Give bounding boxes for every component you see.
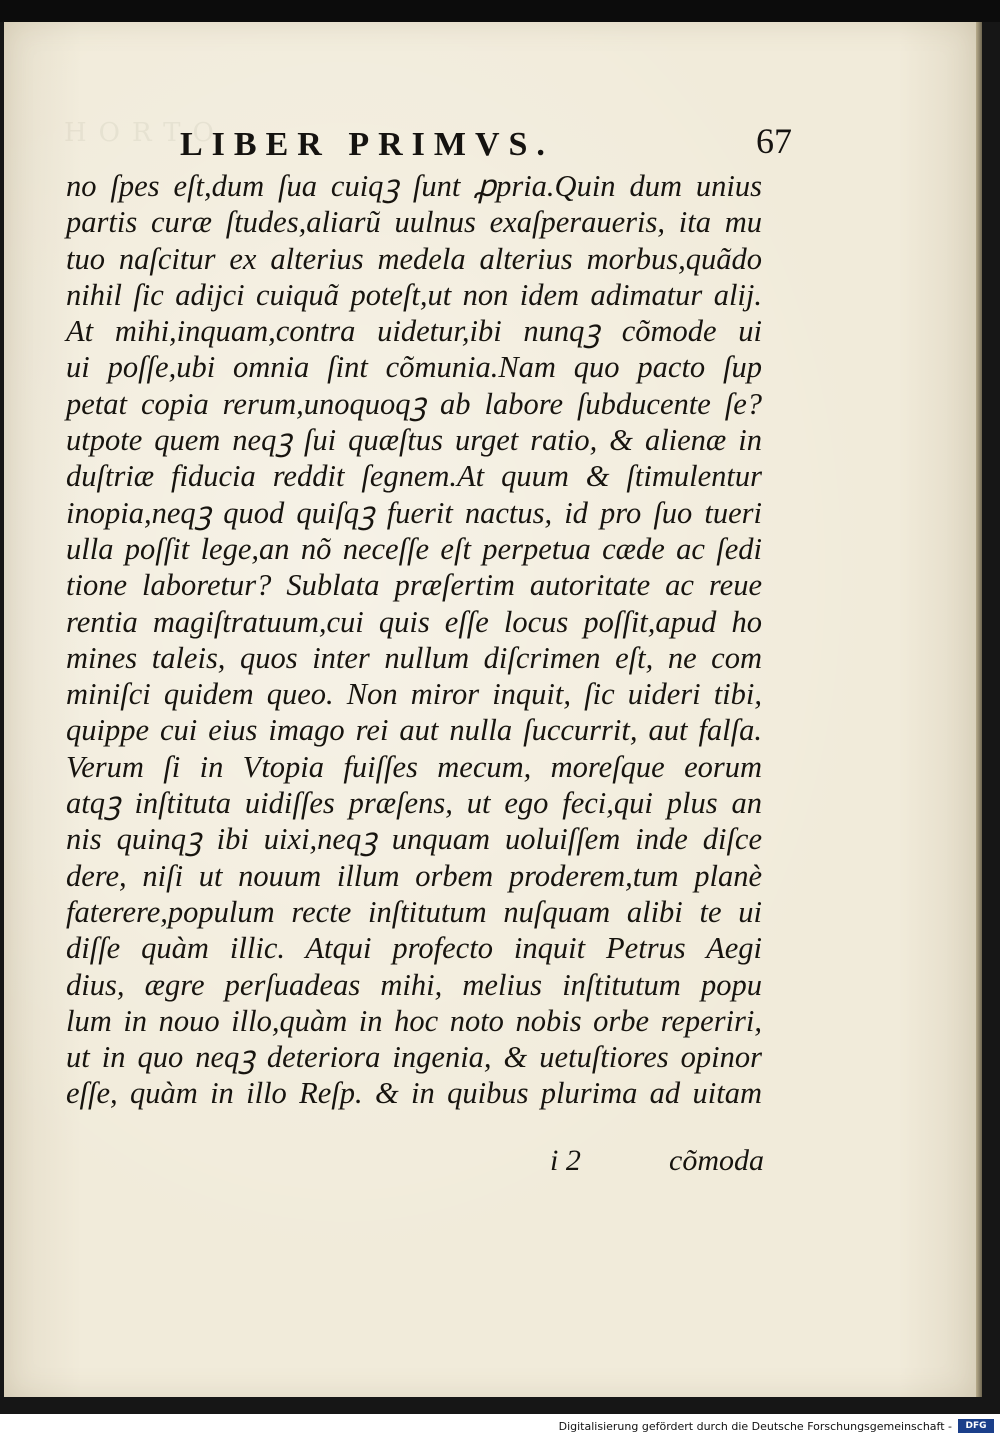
- footer: [0, 1414, 1000, 1440]
- text-line: Verum ſi in Vtopia fuiſſes mecum, moreſque eorum: [66, 749, 762, 784]
- page-edge: [976, 22, 982, 1397]
- text-line: dere, niſi ut nouum illum orbem proderem,tum planè: [66, 858, 762, 893]
- book-page: [4, 22, 976, 1397]
- text-block: [66, 168, 762, 1112]
- text-line: duſtriæ fiducia reddit ſegnem.At quum & ſtimulentur: [66, 459, 762, 494]
- dfg-logo-icon: DFG: [958, 1419, 994, 1433]
- text-line: quippe cui eius imago rei aut nulla ſuccurrit, aut falſa.: [66, 713, 762, 748]
- text-line: partis curæ ſtudes,aliarũ uulnus exaſperaueris, ita mu: [66, 205, 762, 240]
- text-line: dius, ægre perſuadeas mihi, melius inſtitutum popu: [66, 967, 762, 1002]
- text-line: rentia magiſtratuum,cui quis eſſe locus poſſit,apud ho: [66, 604, 762, 639]
- text-line: tuo naſcitur ex alterius medela alterius morbus,quãdo: [66, 241, 762, 276]
- text-line: inopia,neqꝫ quod quiſqꝫ fuerit nactus, id pro ſuo tueri: [66, 495, 762, 530]
- catchword: cõmoda: [669, 1144, 764, 1177]
- bleed-through-text: HORTO: [64, 118, 226, 148]
- text-line: ut in quo neqꝫ deteriora ingenia, & uetuſtiores opinor: [66, 1040, 762, 1075]
- text-line: miniſci quidem queo. Non miror inquit, ſic uideri tibi,: [66, 677, 762, 712]
- text-line: diſſe quàm illic. Atqui profecto inquit Petrus Aegi: [66, 931, 762, 966]
- text-line: eſſe, quàm in illo Reſp. & in quibus plurima ad uitam: [66, 1076, 762, 1111]
- running-head: LIBER PRIMVS.: [180, 126, 554, 163]
- text-line: lum in nouo illo,quàm in hoc noto nobis orbe reperiri,: [66, 1003, 762, 1038]
- text-line: nis quinqꝫ ibi uixi,neqꝫ unquam uoluiſſem inde diſce: [66, 822, 762, 857]
- text-line: no ſpes eſt,dum ſua cuiqꝫ ſunt ꝓpria.Quin dum unius: [66, 169, 762, 203]
- text-line: tione laboretur? Sublata præſertim autoritate ac reue: [66, 568, 762, 603]
- text-line: petat copia rerum,unoquoqꝫ ab labore ſubducente ſe?: [66, 386, 762, 421]
- text-line: ui poſſe,ubi omnia ſint cõmunia.Nam quo pacto ſup: [66, 350, 762, 385]
- scan-top-bar: [0, 0, 1000, 22]
- text-line: At mihi,inquam,contra uidetur,ibi nunqꝫ cõmode ui: [66, 314, 762, 349]
- text-line: faterere,populum recte inſtitutum nuſquam alibi te ui: [66, 894, 762, 929]
- text-line: utpote quem neqꝫ ſui quæſtus urget ratio, & alienæ in: [66, 423, 762, 458]
- page-number: 67: [756, 121, 792, 161]
- text-line: atqꝫ inſtituta uidiſſes præſens, ut ego feci,qui plus an: [66, 786, 762, 821]
- text-line: ulla poſſit lege,an nõ neceſſe eſt perpetua cæde ac ſedi: [66, 531, 762, 566]
- funding-credit: Digitalisierung gefördert durch die Deutsche Forschungsgemeinschaft -: [558, 1420, 952, 1433]
- text-line: mines taleis, quos inter nullum diſcrimen eſt, ne com: [66, 640, 762, 675]
- signature-mark: i 2: [550, 1144, 581, 1177]
- text-line: nihil ſic adijci cuiquã poteſt,ut non idem adimatur alij.: [66, 277, 762, 312]
- catch-row: [544, 1144, 764, 1184]
